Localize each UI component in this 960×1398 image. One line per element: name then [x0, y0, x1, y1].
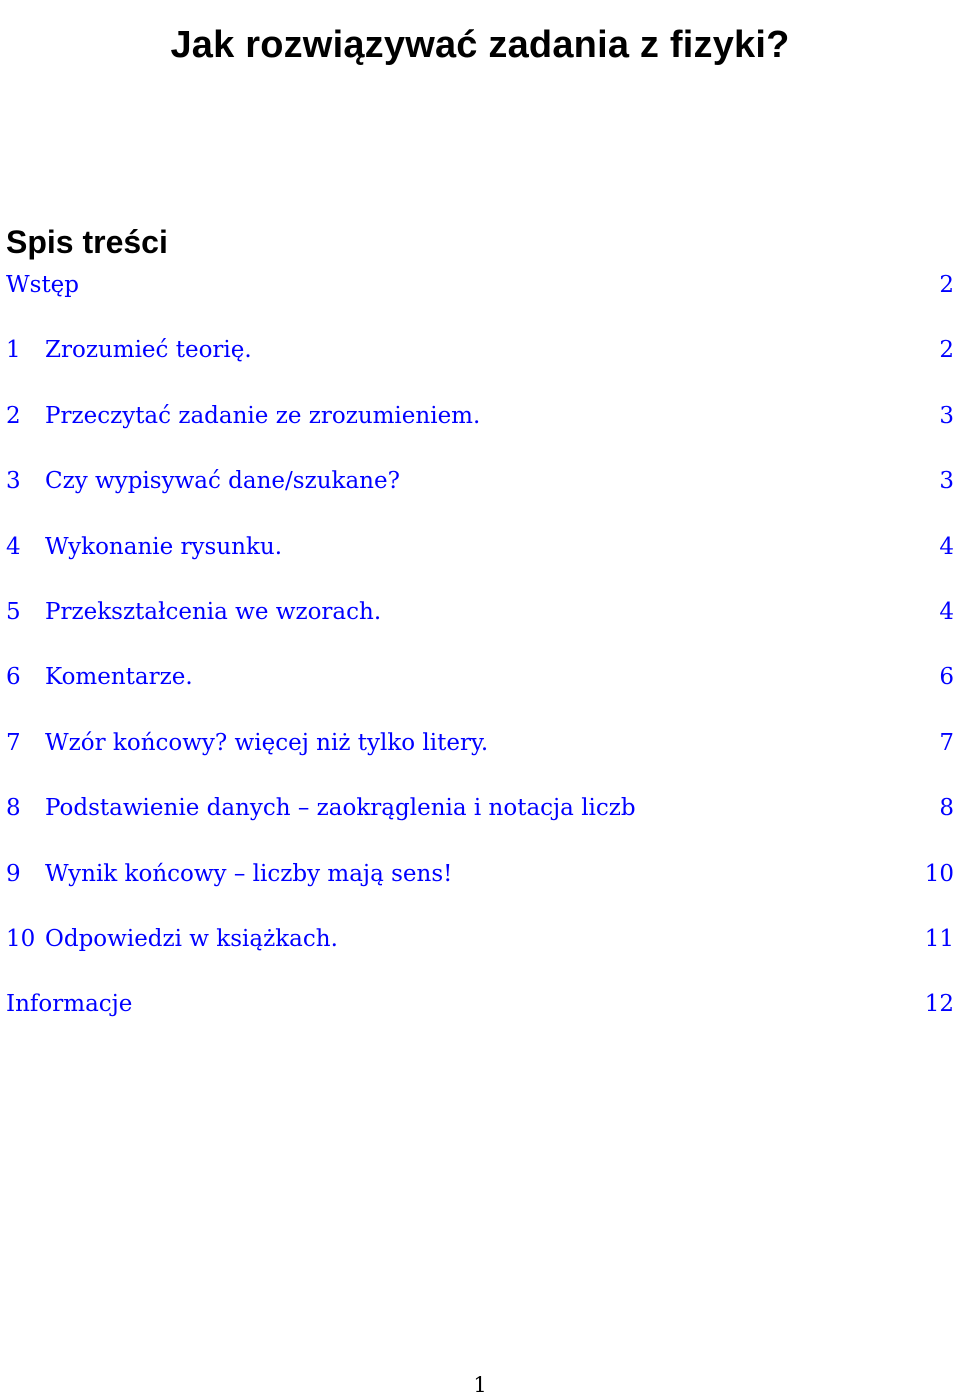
toc-entry-3[interactable] — [6, 462, 954, 527]
toc-entry-number: 7 — [6, 729, 21, 756]
toc-entry-10[interactable] — [6, 920, 954, 985]
toc-heading: Spis treści — [6, 223, 168, 260]
toc-entry-informacje[interactable] — [6, 985, 954, 1050]
toc-entry-page[interactable]: 4 — [939, 533, 954, 560]
toc-entry-2[interactable] — [6, 397, 954, 462]
toc-entry-4[interactable] — [6, 528, 954, 593]
toc-entry-page[interactable]: 4 — [939, 598, 954, 625]
toc-entry-label[interactable]: Wykonanie rysunku. — [45, 533, 283, 560]
toc-entry-page[interactable]: 7 — [939, 729, 954, 756]
toc-entry-wstep[interactable] — [6, 266, 954, 331]
toc-entry-label[interactable]: Podstawienie danych – zaokrąglenia i notacja liczb — [45, 795, 636, 822]
toc-entry-number: 9 — [6, 860, 21, 887]
toc-entry-label[interactable]: Przekształcenia we wzorach. — [45, 598, 382, 625]
toc-entry-page[interactable]: 12 — [924, 991, 954, 1018]
toc-entry-label[interactable]: Wynik końcowy – liczby mają sens! — [45, 860, 453, 887]
toc-entry-label[interactable]: Czy wypisywać dane/szukane? — [45, 468, 400, 495]
toc-entry-number: 8 — [6, 795, 21, 822]
toc-entry-6[interactable] — [6, 658, 954, 723]
toc-entry-page[interactable]: 3 — [939, 468, 954, 495]
toc-entry-page[interactable]: 11 — [924, 925, 954, 952]
toc-entry-page[interactable]: 3 — [939, 402, 954, 429]
toc-entry-label[interactable]: Przeczytać zadanie ze zrozumieniem. — [45, 402, 481, 429]
toc-entry-label[interactable]: Informacje — [6, 991, 133, 1018]
toc-entry-label[interactable]: Komentarze. — [45, 664, 193, 691]
toc-entry-number: 3 — [6, 468, 21, 495]
toc-entry-page[interactable]: 2 — [939, 337, 954, 364]
toc-entry-number: 6 — [6, 664, 21, 691]
toc-entry-number: 2 — [6, 402, 21, 429]
toc-entry-7[interactable] — [6, 724, 954, 789]
toc-entry-number: 10 — [6, 925, 36, 952]
toc-entry-number: 5 — [6, 598, 21, 625]
toc-entry-5[interactable] — [6, 593, 954, 658]
toc-entry-page[interactable]: 6 — [939, 664, 954, 691]
toc-entry-number: 1 — [6, 337, 21, 364]
toc-entry-label[interactable]: Zrozumieć teorię. — [45, 337, 252, 364]
toc-entry-page[interactable]: 2 — [939, 272, 954, 298]
document-title: Jak rozwiązywać zadania z fizyki? — [170, 24, 790, 67]
toc-entry-8[interactable] — [6, 789, 954, 854]
toc-entry-page[interactable]: 8 — [939, 795, 954, 822]
toc-entry-9[interactable] — [6, 855, 954, 920]
toc-entry-label[interactable]: Odpowiedzi w książkach. — [45, 925, 338, 952]
toc-entry-page[interactable]: 10 — [924, 860, 954, 887]
page-number: 1 — [473, 1373, 487, 1397]
toc-entry-number: 4 — [6, 533, 21, 560]
toc-entry-label[interactable]: Wstęp — [6, 272, 80, 298]
toc-entry-label[interactable]: Wzór końcowy? więcej niż tylko litery. — [45, 729, 489, 756]
toc-entry-1[interactable] — [6, 331, 954, 396]
table-of-contents — [6, 266, 954, 1051]
